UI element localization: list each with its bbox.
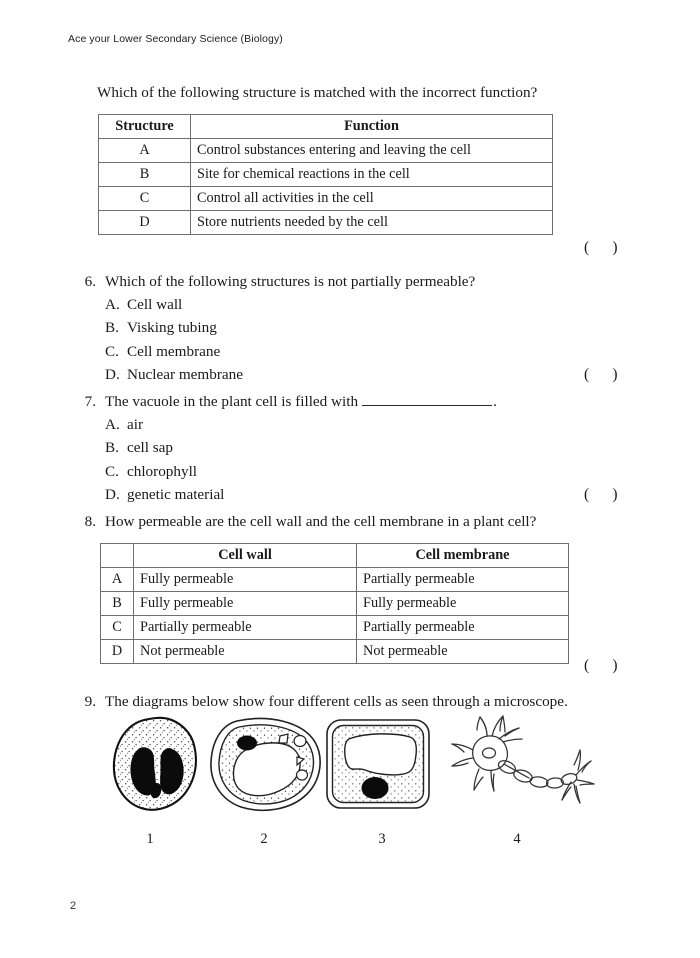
bean-shaped-plant-cell-diagram	[207, 712, 325, 825]
answer-bracket-q8[interactable]: ( )	[584, 657, 618, 674]
option-c[interactable]	[105, 344, 700, 368]
cell-cell-wall: Fully permeable	[134, 591, 357, 615]
option-text: air	[127, 415, 144, 433]
option-text: cell sap	[127, 439, 173, 457]
column-header-cell-membrane: Cell membrane	[357, 543, 569, 567]
option-letter: A.	[105, 415, 120, 433]
cell-option-letter: A	[99, 139, 191, 163]
question-8-stem: How permeable are the cell wall and the cell membrane in a plant cell?	[105, 513, 537, 530]
table-header-row	[99, 115, 553, 139]
option-letter: C.	[105, 462, 119, 480]
table-header-row	[101, 543, 569, 567]
cell-option-letter: C	[99, 187, 191, 211]
question-9-stem: The diagrams below show four different cells as seen through a microscope.	[105, 693, 568, 710]
question-7-stem: The vacuole in the plant cell is filled with	[105, 393, 359, 410]
table-row	[99, 163, 553, 187]
cell-option-letter: B	[101, 591, 134, 615]
table-row	[99, 211, 553, 235]
cell-cell-membrane: Not permeable	[357, 639, 569, 663]
cell-diagrams-row	[0, 712, 700, 847]
cell-cell-wall: Not permeable	[134, 639, 357, 663]
cell-cell-wall: Partially permeable	[134, 615, 357, 639]
page-number: 2	[70, 900, 77, 912]
option-text: Nuclear membrane	[127, 366, 243, 384]
running-header: Ace your Lower Secondary Science (Biology)	[68, 33, 283, 45]
cell-function: Control all activities in the cell	[191, 187, 553, 211]
cell-cell-wall: Fully permeable	[134, 567, 357, 591]
fill-in-blank-rule[interactable]	[362, 394, 492, 406]
option-b[interactable]	[105, 440, 700, 464]
cell-cell-membrane: Fully permeable	[357, 591, 569, 615]
table-row	[99, 139, 553, 163]
answer-bracket-q5[interactable]: ( )	[584, 239, 618, 256]
option-text: Cell wall	[127, 295, 183, 313]
option-letter: D.	[105, 366, 120, 384]
option-a[interactable]	[105, 417, 700, 441]
option-letter: B.	[105, 319, 119, 337]
column-header-function: Function	[191, 115, 553, 139]
option-text: Cell membrane	[127, 342, 221, 360]
table-row	[99, 187, 553, 211]
question-7-stem-end: .	[493, 393, 497, 410]
column-header-structure: Structure	[99, 115, 191, 139]
table-row	[101, 591, 569, 615]
question-6-number: 6.	[84, 273, 96, 290]
question-8-table	[100, 543, 569, 664]
option-letter: D.	[105, 486, 120, 504]
option-text: chlorophyll	[127, 462, 198, 480]
column-header-cell-wall: Cell wall	[134, 543, 357, 567]
cell-option-letter: D	[99, 211, 191, 235]
cell-option-letter: B	[99, 163, 191, 187]
diagram-label-3: 3	[378, 831, 386, 847]
cell-function: Site for chemical reactions in the cell	[191, 163, 553, 187]
question-6-stem: Which of the following structures is not partially permeable?	[105, 273, 476, 290]
question-9-block	[0, 692, 700, 713]
question-8-block	[0, 512, 700, 664]
question-5-block	[0, 84, 700, 235]
option-letter: B.	[105, 439, 119, 457]
option-text: genetic material	[127, 486, 225, 504]
table-row	[101, 639, 569, 663]
option-a[interactable]	[105, 297, 700, 321]
cell-option-letter: D	[101, 639, 134, 663]
question-9-number: 9.	[84, 693, 96, 710]
cell-option-letter: A	[101, 567, 134, 591]
cell-option-letter: C	[101, 615, 134, 639]
cell-function: Control substances entering and leaving the cell	[191, 139, 553, 163]
cell-function: Store nutrients needed by the cell	[191, 211, 553, 235]
nerve-cell-diagram	[447, 712, 595, 825]
question-5-stem: Which of the following structure is matched with the incorrect function?	[97, 84, 538, 101]
diagram-label-2: 2	[260, 831, 268, 847]
table-row	[101, 567, 569, 591]
cell-cell-membrane: Partially permeable	[357, 567, 569, 591]
diagram-label-1: 1	[146, 831, 154, 847]
rectangular-plant-cell-diagram	[323, 712, 433, 825]
question-5-table	[98, 114, 553, 235]
column-header-blank	[101, 543, 134, 567]
option-letter: A.	[105, 295, 120, 313]
question-7-number: 7.	[84, 393, 96, 410]
diagram-label-4: 4	[513, 831, 521, 847]
option-letter: C.	[105, 342, 119, 360]
answer-bracket-q6[interactable]: ( )	[584, 366, 618, 383]
cell-cell-membrane: Partially permeable	[357, 615, 569, 639]
question-8-number: 8.	[84, 513, 96, 530]
option-text: Visking tubing	[127, 319, 217, 337]
answer-bracket-q7[interactable]: ( )	[584, 486, 618, 503]
option-c[interactable]	[105, 464, 700, 488]
option-b[interactable]	[105, 320, 700, 344]
white-blood-cell-diagram	[110, 712, 202, 825]
table-row	[101, 615, 569, 639]
